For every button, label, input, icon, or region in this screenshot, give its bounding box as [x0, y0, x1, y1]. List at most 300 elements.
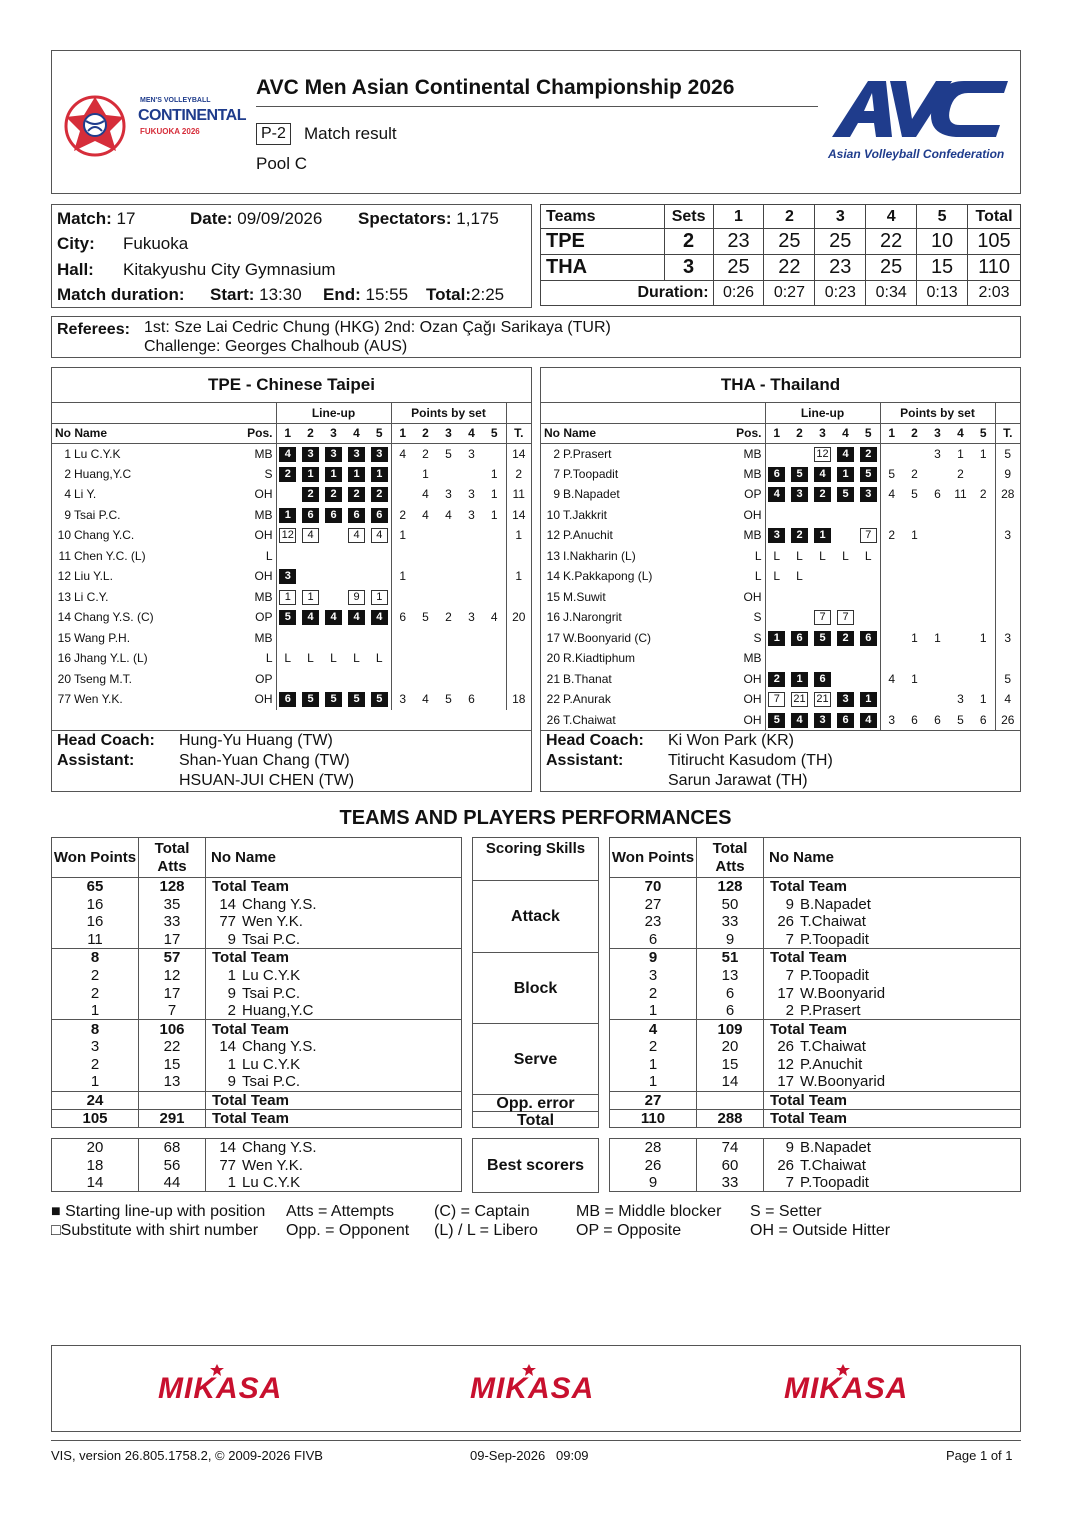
lineup-cell: [299, 525, 322, 546]
perf-name: [206, 1002, 462, 1020]
set-header: 3: [811, 423, 834, 443]
lineup-cell: [276, 464, 299, 485]
referees-line1: 1st: Sze Lai Cedric Chung (HKG) 2nd: Ozan Çağı Sarikaya (TUR): [144, 319, 611, 336]
lineup-cell: [322, 607, 345, 628]
set-header: 4: [460, 423, 483, 443]
total-points: 5: [995, 669, 1020, 690]
lineup-cell: [276, 587, 299, 608]
won-points: 23: [610, 913, 697, 931]
starting-position: 5: [791, 467, 808, 482]
skill-attack: Attack: [473, 881, 598, 953]
substitute-number: 7: [837, 610, 854, 625]
lineup-cell: L: [773, 548, 781, 563]
set-points: 3: [934, 446, 941, 461]
substitute-number: 7: [860, 528, 877, 543]
starting-position: 1: [325, 467, 342, 482]
lineup-cell: [857, 587, 880, 608]
set-points: [926, 525, 949, 546]
set-points: 4: [422, 692, 429, 707]
lineup-cell: [299, 484, 322, 505]
total-time: 2:25: [471, 285, 505, 304]
total-points: 28: [995, 484, 1020, 505]
total-attempts: 6: [697, 1002, 764, 1020]
player-row: [541, 505, 1020, 526]
perf-name: [206, 913, 462, 931]
perf-name: [764, 1139, 1021, 1157]
set-score: 25: [815, 229, 866, 255]
starting-position: 5: [325, 692, 342, 707]
set-points: [483, 566, 506, 587]
won-points: 70: [610, 878, 697, 896]
player-name: T.Chaiwat: [563, 712, 616, 727]
set-points: 4: [422, 487, 429, 502]
player-name: Chang Y.C.: [74, 528, 135, 543]
player-position: MB: [234, 587, 276, 608]
lineup-cell: [276, 484, 299, 505]
doc-type: Match result: [304, 124, 397, 143]
lineup-cell: [788, 648, 811, 669]
start-time: 13:30: [259, 285, 302, 304]
team-total-row: [52, 1020, 462, 1038]
skill-block: Block: [473, 953, 598, 1024]
total-atts-header: Total Atts: [697, 838, 764, 878]
set-points: [926, 669, 949, 690]
best-scorer-row: [52, 1156, 462, 1174]
player-name: T.Jakkrit: [563, 507, 608, 522]
coach-table: [52, 730, 531, 791]
lineup-cell: [368, 566, 391, 587]
player-number: 26: [546, 712, 560, 727]
set-header: 2: [903, 423, 926, 443]
player-name: Total Team: [770, 1091, 847, 1109]
set-points: [903, 566, 926, 587]
player-number: 26: [777, 1038, 794, 1056]
player-position: OH: [723, 689, 765, 710]
head-coach-label: Head Coach:: [546, 731, 644, 749]
lineup-cell: [345, 505, 368, 526]
starting-position: 5: [768, 713, 785, 728]
player-row: [541, 628, 1020, 649]
player-perf-row: [610, 1038, 1021, 1056]
player-position: OH: [234, 484, 276, 505]
player-row: [52, 689, 531, 710]
set-points: 5: [445, 692, 452, 707]
set-duration: 0:27: [764, 281, 815, 306]
lineup-cell: [299, 669, 322, 690]
player-number: 2: [227, 1002, 236, 1020]
player-name: P.Anuchit: [563, 528, 613, 543]
name-header: No Name: [764, 838, 1021, 878]
set-points: 2: [399, 507, 407, 522]
legend-substitute: □Substitute with shirt number: [51, 1222, 259, 1239]
player-perf-row: [52, 895, 462, 913]
lineup-cell: [368, 546, 391, 567]
lineup-cell: [276, 689, 299, 710]
lineup-cell: [857, 566, 880, 587]
player-position: OH: [723, 587, 765, 608]
match-date: 09/09/2026: [237, 209, 323, 228]
player-number: 22: [546, 692, 560, 707]
set-points: [880, 607, 903, 628]
set-points: 6: [979, 712, 987, 727]
set-header: 5: [483, 423, 506, 443]
best-scorers-box: [472, 1138, 599, 1193]
lineup-cell: [322, 628, 345, 649]
starting-position: 1: [371, 467, 388, 482]
player-number: 15: [546, 589, 560, 604]
player-name: Lu C.Y.K: [242, 1055, 301, 1073]
player-perf-row: [610, 1055, 1021, 1073]
won-points: 16: [52, 913, 139, 931]
player-name: P.Prasert: [800, 1002, 861, 1020]
total-points: [995, 607, 1020, 628]
total-points: [506, 546, 531, 567]
pool-label: Pool C: [256, 154, 308, 173]
set-duration: 0:13: [917, 281, 968, 306]
lineup-cell: [322, 505, 345, 526]
duration-label: Duration:: [541, 281, 714, 306]
set-points: [903, 689, 926, 710]
lineup-cell: [811, 689, 834, 710]
perf-name: [206, 1091, 462, 1109]
player-number: 17: [777, 984, 794, 1002]
city: Fukuoka: [123, 234, 189, 253]
lineup-cell: [857, 505, 880, 526]
set-duration: 0:23: [815, 281, 866, 306]
player-name: P.Prasert: [563, 446, 612, 461]
player-number: 9: [64, 507, 71, 522]
team-total-row: [610, 1109, 1021, 1127]
won-points: 110: [610, 1109, 697, 1127]
set-duration: 0:34: [866, 281, 917, 306]
set-points: [414, 587, 437, 608]
player-perf-row: [52, 966, 462, 984]
col-total: Total: [968, 205, 1021, 229]
starting-position: 4: [348, 610, 365, 625]
player-name: P.Toopadit: [800, 931, 869, 949]
lineup-cell: [765, 525, 788, 546]
starting-position: 1: [348, 467, 365, 482]
lineup-cell: [811, 443, 834, 464]
lineup-header: Line-up: [276, 403, 391, 423]
set-points: 1: [422, 466, 429, 481]
lineup-cell: [765, 464, 788, 485]
set-score: 22: [866, 229, 917, 255]
total-points: [506, 628, 531, 649]
points-header: Points by set: [880, 403, 995, 423]
won-points: 3: [52, 1038, 139, 1056]
lineup-cell: [834, 525, 857, 546]
total-attempts: 15: [139, 1055, 206, 1073]
set-points: 1: [979, 692, 987, 707]
mikasa-logo: MIKASA: [158, 1372, 283, 1405]
lineup-cell: [788, 607, 811, 628]
volleyball-icon: [62, 93, 128, 159]
lineup-cell: [299, 546, 322, 567]
starting-position: 4: [814, 467, 831, 482]
player-number: 13: [546, 548, 560, 563]
perf-table-tpe: [51, 837, 462, 1128]
hall-label: Hall:: [57, 260, 94, 279]
team-total-row: [610, 949, 1021, 967]
set-points: [949, 628, 972, 649]
lineup-cell: [345, 443, 368, 464]
total-points: 1: [506, 525, 531, 546]
perf-name: [206, 1038, 462, 1056]
player-name: Lu C.Y.K: [242, 1174, 301, 1192]
player-number: 9: [785, 1139, 794, 1157]
set-header: 5: [368, 423, 391, 443]
duration-label: Match duration:: [57, 285, 185, 304]
player-number: 2: [785, 1002, 794, 1020]
player-number: 16: [546, 610, 560, 625]
col-sets: Sets: [664, 205, 713, 229]
player-position: MB: [234, 505, 276, 526]
set-points: [972, 464, 995, 485]
lineup-cell: [276, 443, 299, 464]
substitute-number: 4: [371, 528, 388, 543]
lineup-cell: [811, 648, 834, 669]
lineup-cell: [276, 607, 299, 628]
lineup-cell: [811, 669, 834, 690]
legend-opp: Opp. = Opponent: [286, 1222, 410, 1239]
lineup-cell: [857, 464, 880, 485]
total-attempts: 74: [697, 1139, 764, 1157]
starting-position: 4: [325, 610, 342, 625]
lineup-cell: [765, 628, 788, 649]
starting-position: 2: [279, 467, 296, 482]
set-points: 6: [468, 692, 475, 707]
won-points: 24: [52, 1091, 139, 1109]
won-points: 1: [52, 1002, 139, 1020]
player-number: 9: [227, 931, 236, 949]
best-scorer-row: [610, 1139, 1021, 1157]
perf-name: [764, 1020, 1021, 1038]
player-name: R.Kiadtiphum: [563, 651, 636, 666]
set-score: 25: [713, 255, 764, 281]
perf-name: [206, 1174, 462, 1192]
lineup-cell: [834, 648, 857, 669]
best-scorer-row: [610, 1156, 1021, 1174]
player-row: [52, 443, 531, 464]
perf-name: [206, 1139, 462, 1157]
player-name: B.Thanat: [563, 671, 612, 686]
total-points: 9: [995, 464, 1020, 485]
total-attempts: 109: [697, 1020, 764, 1038]
roster-table: [52, 403, 531, 710]
starting-position: 2: [768, 672, 785, 687]
duration-row: [541, 281, 1021, 306]
player-perf-row: [52, 1073, 462, 1091]
set-score: 25: [764, 229, 815, 255]
player-row: [52, 566, 531, 587]
set-points: 3: [468, 507, 475, 522]
lineup-cell: [322, 525, 345, 546]
player-name: J.Narongrit: [563, 610, 622, 625]
player-perf-row: [610, 895, 1021, 913]
set-points: 6: [934, 487, 941, 502]
player-name: P.Anuchit: [800, 1055, 863, 1073]
set-header: 1: [765, 423, 788, 443]
set-points: 2: [979, 487, 987, 502]
lineup-cell: [834, 669, 857, 690]
lineup-cell: [345, 464, 368, 485]
player-name: B.Napadet: [563, 487, 620, 502]
total-attempts: 60: [697, 1156, 764, 1174]
player-name: Chang Y.S.: [242, 895, 317, 913]
player-row: [541, 484, 1020, 505]
set-points: 1: [979, 630, 987, 645]
player-number: 77: [219, 1156, 236, 1174]
roster-tpe: [51, 367, 532, 792]
set-points: [903, 648, 926, 669]
set-points: [972, 505, 995, 526]
set-points: [437, 525, 460, 546]
col-set2: 2: [764, 205, 815, 229]
player-row: [541, 464, 1020, 485]
player-name: Tsai P.C.: [242, 984, 301, 1002]
set-points: [437, 628, 460, 649]
player-name: Total Team: [770, 1020, 847, 1038]
footer-version: VIS, version 26.805.1758.2, © 2009-2026 FIVB: [51, 1448, 323, 1463]
avc-logo-mark: [828, 77, 1012, 141]
lineup-cell: [368, 587, 391, 608]
set-points: [880, 628, 903, 649]
set-points: [391, 628, 414, 649]
starting-position: 1: [860, 692, 877, 707]
lineup-cell: [345, 628, 368, 649]
best-scorer-row: [52, 1139, 462, 1157]
best-scorer-row: [52, 1174, 462, 1192]
player-perf-row: [610, 1002, 1021, 1020]
perf-name: [206, 984, 462, 1002]
footer-divider: [51, 1440, 1021, 1441]
team-total-row: [610, 1091, 1021, 1109]
starting-position: 5: [302, 692, 319, 707]
spectators-label: Spectators:: [358, 209, 452, 228]
player-name: Tsai P.C.: [74, 507, 121, 522]
total-points: 20: [506, 607, 531, 628]
player-number: 1: [227, 1055, 236, 1073]
total-points: 2: [506, 464, 531, 485]
set-score: 25: [866, 255, 917, 281]
perf-name: [764, 966, 1021, 984]
starting-position: 3: [371, 447, 388, 462]
lineup-cell: [765, 607, 788, 628]
lineup-cell: [299, 628, 322, 649]
set-points: [903, 546, 926, 567]
spectators: 1,175: [456, 209, 499, 228]
starting-position: 6: [837, 713, 854, 728]
perf-name: [206, 1109, 462, 1127]
player-position: S: [234, 464, 276, 485]
lineup-cell: [276, 505, 299, 526]
player-name: Wen Y.K.: [242, 1156, 303, 1174]
player-name: Tsai P.C.: [242, 931, 301, 949]
player-name: Chang Y.S.: [242, 1038, 317, 1056]
player-name: Wen Y.K.: [74, 692, 123, 707]
starting-position: 6: [325, 508, 342, 523]
lineup-cell: [857, 710, 880, 731]
lineup-cell: [857, 484, 880, 505]
perf-name: [764, 1156, 1021, 1174]
won-points: 2: [610, 1038, 697, 1056]
set-points: [460, 587, 483, 608]
player-position: MB: [723, 525, 765, 546]
total-points: [506, 669, 531, 690]
total-attempts: 57: [139, 949, 206, 967]
player-number: 77: [219, 913, 236, 931]
substitute-number: 7: [814, 610, 831, 625]
player-position: OH: [723, 669, 765, 690]
won-points: 18: [52, 1156, 139, 1174]
player-position: OP: [234, 669, 276, 690]
substitute-number: 4: [302, 528, 319, 543]
won-points: 2: [610, 984, 697, 1002]
player-number: 10: [546, 507, 560, 522]
starting-position: 6: [814, 672, 831, 687]
head-coach: Hung-Yu Huang (TW): [179, 731, 333, 749]
player-name: B.Napadet: [800, 1139, 871, 1157]
total-points: [995, 648, 1020, 669]
player-number: 14: [219, 1139, 236, 1157]
lineup-cell: [857, 648, 880, 669]
lineup-cell: [765, 505, 788, 526]
legend-captain: (C) = Captain: [434, 1203, 530, 1220]
substitute-number: 7: [768, 692, 785, 707]
set-points: 3: [399, 692, 407, 707]
lineup-cell: [322, 546, 345, 567]
lineup-cell: [811, 587, 834, 608]
starting-position: 1: [768, 631, 785, 646]
set-header: 4: [834, 423, 857, 443]
set-points: 5: [888, 466, 896, 481]
set-points: 3: [468, 610, 475, 625]
won-points: 11: [52, 931, 139, 949]
lineup-cell: [788, 669, 811, 690]
player-name: T.Chaiwat: [800, 1038, 866, 1056]
player-row: [541, 710, 1020, 731]
player-number: 12: [777, 1055, 794, 1073]
perf-name: [206, 1055, 462, 1073]
set-points: [483, 669, 506, 690]
lineup-cell: [765, 710, 788, 731]
team-total-row: [52, 1091, 462, 1109]
player-perf-row: [610, 966, 1021, 984]
set-header: 3: [322, 423, 345, 443]
team-total-row: [52, 949, 462, 967]
total-attempts: 291: [139, 1109, 206, 1127]
lineup-cell: [368, 607, 391, 628]
player-number: 26: [777, 913, 794, 931]
team-title: TPE - Chinese Taipei: [52, 368, 531, 403]
set-points: 4: [422, 507, 429, 522]
hall: Kitakyushu City Gymnasium: [123, 260, 336, 279]
player-name: Total Team: [770, 878, 847, 896]
won-points: 20: [52, 1139, 139, 1157]
set-header: 2: [299, 423, 322, 443]
lineup-cell: [276, 525, 299, 546]
starting-position: 1: [279, 508, 296, 523]
col-set1: 1: [713, 205, 764, 229]
total-score: 105: [968, 229, 1021, 255]
total-attempts: 128: [697, 878, 764, 896]
set-score: 23: [713, 229, 764, 255]
total-attempts: 15: [697, 1055, 764, 1073]
substitute-number: 21: [814, 692, 831, 707]
won-points: 8: [52, 1020, 139, 1038]
set-points: 1: [490, 487, 498, 502]
